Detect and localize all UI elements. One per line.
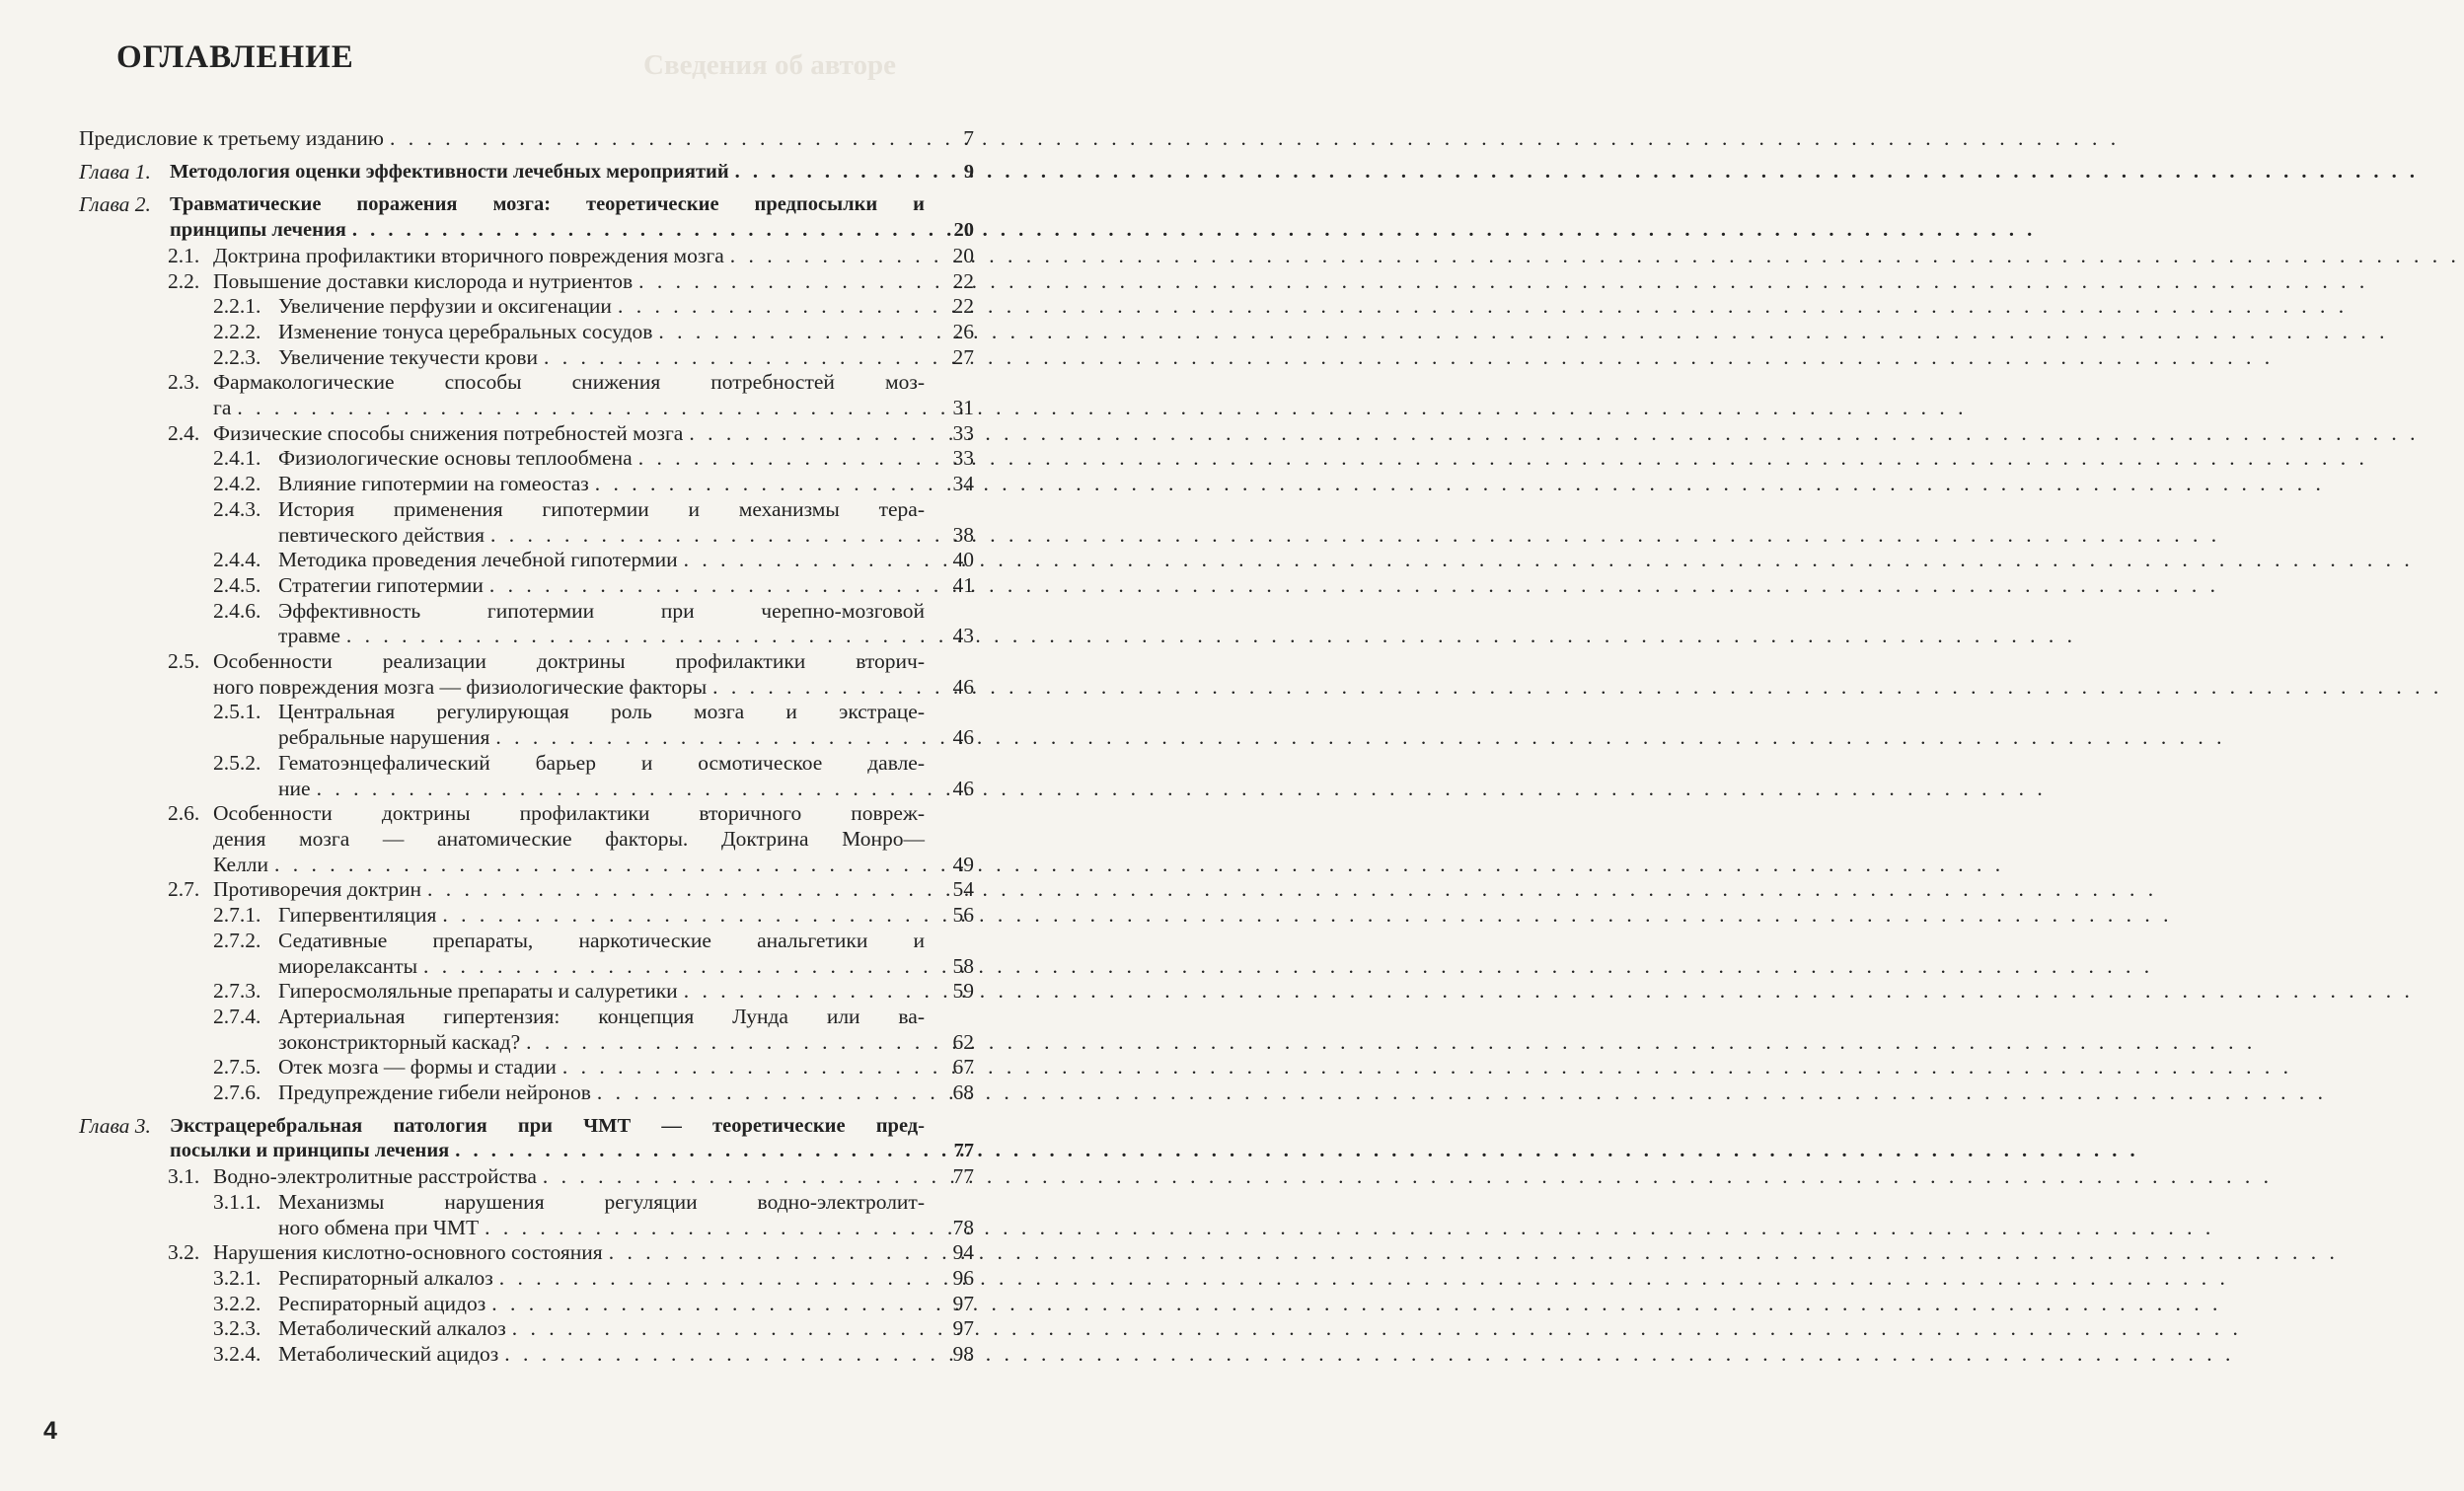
toc-entry-title: Отек мозга — формы и стадии — [278, 1055, 557, 1080]
toc-entry-page: 46 — [952, 725, 974, 750]
toc-entry — [0, 472, 972, 497]
toc-entry-page: 78 — [952, 1215, 974, 1239]
toc-entry-number: 2.2.3. — [213, 344, 261, 369]
toc-entry — [0, 1114, 972, 1164]
dot-leader — [493, 1266, 2233, 1292]
toc-entry — [0, 801, 972, 877]
toc-entry-number: 3.2.2. — [213, 1291, 261, 1315]
toc-entry — [0, 1005, 972, 1055]
toc-entry-title: Доктрина профилактики вторичного повреждения мозга — [213, 243, 724, 267]
toc-entry — [0, 370, 972, 420]
toc-entry — [0, 446, 972, 472]
dot-leader — [231, 396, 1971, 421]
toc-entry — [0, 1266, 972, 1292]
dot-leader — [506, 1316, 2246, 1342]
page-title: ОГЛАВЛЕНИЕ — [116, 39, 354, 75]
toc-entry-number: 2.4.2. — [213, 472, 261, 496]
toc-entry-number: 2.3. — [168, 370, 200, 395]
toc-entry-title: Методика проведения лечебной гипотермии — [278, 548, 678, 572]
toc-entry — [0, 1342, 972, 1368]
dot-leader — [652, 320, 2392, 345]
dot-leader — [449, 1139, 2142, 1164]
toc-entry-page: 43 — [952, 624, 974, 648]
dot-leader — [489, 725, 2229, 751]
dot-leader — [311, 777, 2051, 802]
toc-entry — [0, 700, 972, 750]
toc-entry-page: 26 — [952, 319, 974, 343]
toc-entry — [0, 497, 972, 548]
toc-entry — [0, 751, 972, 801]
dot-leader — [538, 345, 2277, 371]
toc-entry-title: га — [213, 396, 232, 420]
dot-leader — [633, 446, 2372, 472]
table-of-contents — [0, 126, 972, 1368]
dot-leader — [484, 573, 2223, 599]
toc-entry — [0, 1190, 972, 1240]
toc-entry-title: История применения гипотермии и механизмы тера- — [278, 496, 925, 521]
dot-leader — [520, 1030, 2260, 1056]
toc-entry-title: ного обмена при ЧМТ — [278, 1215, 480, 1239]
toc-entry-number: 2.7.1. — [213, 903, 261, 928]
toc-entry-page: 98 — [952, 1342, 974, 1367]
toc-entry-title: ного повреждения мозга — физиологические факторы — [213, 674, 708, 699]
toc-entry-number: 2.5.1. — [213, 700, 261, 724]
toc-entry-page: 67 — [952, 1055, 974, 1080]
toc-entry-page: 54 — [952, 877, 974, 902]
toc-entry-page: 33 — [952, 446, 974, 471]
toc-entry-title: Механизмы нарушения регуляции водно-электролит- — [278, 1189, 925, 1214]
toc-entry-number: 2.5. — [168, 649, 200, 674]
toc-entry-title: Нарушения кислотно-основного состояния — [213, 1240, 603, 1265]
page-number: 4 — [43, 1417, 57, 1445]
bleed-through-text: Сведения об авторе — [643, 49, 897, 81]
toc-entry-page: 94 — [952, 1240, 974, 1265]
dot-leader — [591, 1081, 2331, 1106]
toc-entry — [0, 1055, 972, 1081]
toc-entry-title: принципы лечения — [170, 219, 346, 242]
toc-entry-number: 2.5.2. — [213, 750, 261, 775]
toc-entry — [0, 294, 972, 320]
toc-entry — [0, 929, 972, 979]
toc-entry-number: 3.1. — [168, 1164, 200, 1189]
toc-entry-title: Стратегии гипотермии — [278, 572, 484, 597]
toc-entry-title: Предисловие к третьему изданию — [79, 126, 384, 150]
toc-entry-page: 7 — [963, 126, 974, 150]
toc-entry-title: Противоречия доктрин — [213, 877, 422, 902]
toc-entry-title: Повышение доставки кислорода и нутриентов — [213, 268, 634, 293]
toc-entry-page: 68 — [952, 1081, 974, 1105]
toc-entry-title: певтического действия — [278, 522, 485, 547]
dot-leader — [479, 1216, 2218, 1241]
toc-entry-number: 2.4. — [168, 420, 200, 445]
toc-entry-number: Глава 2. — [79, 192, 151, 217]
toc-entry-title: Экстрацеребральная патология при ЧМТ — теоретические пред- — [170, 1114, 925, 1137]
dot-leader — [557, 1055, 2296, 1081]
toc-entry-page: 96 — [952, 1265, 974, 1290]
toc-entry-title: травме — [278, 624, 340, 648]
toc-entry-title: Влияние гипотермии на гомеостаз — [278, 472, 589, 496]
dot-leader — [485, 523, 2224, 549]
toc-entry-page: 46 — [952, 674, 974, 699]
toc-entry-number: 2.7.2. — [213, 928, 261, 952]
toc-entry-title: Респираторный ацидоз — [278, 1291, 486, 1315]
toc-entry-number: 2.4.1. — [213, 446, 261, 471]
dot-leader — [384, 126, 2124, 152]
toc-entry-title: Келли — [213, 852, 269, 876]
toc-entry — [0, 192, 972, 243]
toc-entry-title: Респираторный алкалоз — [278, 1265, 493, 1290]
toc-entry-number: Глава 1. — [79, 159, 151, 184]
toc-entry-title: Особенности реализации доктрины профилактики вторич- — [213, 649, 925, 674]
toc-entry-number: 2.7.4. — [213, 1004, 261, 1028]
toc-entry-page: 31 — [952, 396, 974, 420]
toc-entry-page: 62 — [952, 1029, 974, 1054]
toc-entry-title: Методология оценки эффективности лечебных мероприятий — [170, 160, 729, 183]
toc-entry-page: 56 — [952, 903, 974, 928]
dot-leader — [633, 269, 2372, 295]
dot-leader — [537, 1164, 2277, 1190]
toc-entry-number: 2.7.3. — [213, 979, 261, 1004]
toc-entry — [0, 877, 972, 903]
toc-entry-number: 3.2.1. — [213, 1265, 261, 1290]
toc-entry-title: Метаболический алкалоз — [278, 1316, 506, 1341]
toc-entry — [0, 599, 972, 649]
toc-entry-page: 20 — [953, 219, 974, 242]
dot-leader — [589, 472, 2329, 497]
toc-entry-page: 77 — [952, 1164, 974, 1189]
toc-entry-number: 2.1. — [168, 243, 200, 267]
toc-entry-number: 2.4.5. — [213, 572, 261, 597]
toc-entry — [0, 573, 972, 599]
toc-entry-number: 3.2.4. — [213, 1342, 261, 1367]
toc-entry-page: 20 — [952, 243, 974, 267]
dot-leader — [498, 1342, 2238, 1368]
dot-leader — [603, 1240, 2343, 1266]
toc-entry-page: 40 — [952, 548, 974, 572]
toc-entry — [0, 903, 972, 929]
toc-entry — [0, 345, 972, 371]
dot-leader — [421, 877, 2161, 903]
toc-entry-number: 2.6. — [168, 801, 200, 826]
toc-entry — [0, 421, 972, 447]
toc-entry — [0, 320, 972, 345]
toc-entry-title: Гипервентиляция — [278, 903, 437, 928]
toc-entry-number: 3.2.3. — [213, 1316, 261, 1341]
toc-entry — [0, 649, 972, 700]
toc-entry-title: ребральные нарушения — [278, 725, 490, 750]
toc-entry-title: Центральная регулирующая роль мозга и экстраце- — [278, 700, 925, 724]
toc-entry-page: 59 — [952, 979, 974, 1004]
toc-entry-page: 27 — [952, 344, 974, 369]
toc-entry-page: 22 — [952, 294, 974, 319]
toc-entry-page: 9 — [963, 160, 974, 183]
toc-entry-title: Травматические поражения мозга: теоретические предпосылки и — [170, 193, 925, 216]
toc-entry-number: 3.1.1. — [213, 1189, 261, 1214]
dot-leader — [436, 903, 2176, 929]
toc-entry-title: Фармакологические способы снижения потребностей моз- — [213, 370, 925, 395]
toc-entry — [0, 1292, 972, 1317]
toc-entry-page: 97 — [952, 1291, 974, 1315]
toc-entry — [0, 1081, 972, 1106]
toc-entry-number: 2.7.5. — [213, 1055, 261, 1080]
toc-entry-page: 34 — [952, 472, 974, 496]
toc-entry-page: 22 — [952, 268, 974, 293]
toc-entry-title: миорелаксанты — [278, 953, 418, 978]
dot-leader — [346, 218, 2040, 244]
toc-entry-title: ние — [278, 776, 311, 800]
toc-entry-title: зоконстрикторный каскад? — [278, 1029, 521, 1054]
toc-entry-page: 77 — [953, 1140, 974, 1162]
toc-entry-number: 2.4.3. — [213, 496, 261, 521]
toc-entry-title: Увеличение перфузии и оксигенации — [278, 294, 612, 319]
dot-leader — [417, 954, 2157, 980]
dot-leader — [268, 853, 2008, 878]
toc-entry-title: Водно-электролитные расстройства — [213, 1164, 537, 1189]
toc-entry — [0, 244, 972, 269]
toc-entry-page: 97 — [952, 1316, 974, 1341]
toc-entry-number: 3.2. — [168, 1240, 200, 1265]
toc-entry — [0, 1164, 972, 1190]
toc-entry-title: Изменение тонуса церебральных сосудов — [278, 319, 653, 343]
toc-entry-page: 49 — [952, 852, 974, 876]
dot-leader — [724, 244, 2464, 269]
toc-entry — [0, 548, 972, 573]
dot-leader — [340, 624, 2080, 649]
toc-entry-title: Гиперосмоляльные препараты и салуретики — [278, 979, 678, 1004]
toc-entry-title: Седативные препараты, наркотические анальгетики и — [278, 928, 925, 952]
dot-leader — [729, 160, 2423, 186]
toc-entry-title: Физиологические основы теплообмена — [278, 446, 633, 471]
toc-entry-title: Особенности доктрины профилактики вторичного повреж- — [213, 801, 925, 826]
toc-entry-title: Гематоэнцефалический барьер и осмотическое давле- — [278, 750, 925, 775]
toc-entry-title: Метаболический ацидоз — [278, 1342, 499, 1367]
toc-entry — [0, 160, 972, 186]
toc-entry-number: 2.7. — [168, 877, 200, 902]
toc-entry-number: 2.4.4. — [213, 548, 261, 572]
toc-entry-page: 33 — [952, 420, 974, 445]
toc-entry-title: Физические способы снижения потребностей мозга — [213, 420, 684, 445]
toc-entry-title: Эффективность гипотермии при черепно-мозговой — [278, 598, 925, 623]
toc-entry — [0, 1240, 972, 1266]
toc-entry-page: 58 — [952, 953, 974, 978]
toc-entry-title: Увеличение текучести крови — [278, 344, 539, 369]
toc-entry — [0, 126, 972, 152]
toc-entry-number: 2.2.2. — [213, 319, 261, 343]
toc-entry-number: 2.4.6. — [213, 598, 261, 623]
toc-entry-title: Артериальная гипертензия: концепция Лунда или ва- — [278, 1004, 925, 1028]
toc-entry-number: 2.2.1. — [213, 294, 261, 319]
toc-entry — [0, 979, 972, 1005]
toc-entry-title: дения мозга — анатомические факторы. Доктрина Монро— — [213, 826, 925, 851]
toc-entry-page: 38 — [952, 522, 974, 547]
toc-entry-page: 46 — [952, 776, 974, 800]
toc-entry-title: Предупреждение гибели нейронов — [278, 1081, 591, 1105]
dot-leader — [612, 294, 2352, 320]
toc-entry-page: 41 — [952, 572, 974, 597]
toc-entry-number: 2.2. — [168, 268, 200, 293]
toc-entry-title: посылки и принципы лечения — [170, 1140, 450, 1162]
toc-entry-number: 2.7.6. — [213, 1081, 261, 1105]
dot-leader — [485, 1292, 2225, 1317]
toc-entry — [0, 1316, 972, 1342]
toc-entry — [0, 269, 972, 295]
toc-entry-number: Глава 3. — [79, 1113, 151, 1138]
